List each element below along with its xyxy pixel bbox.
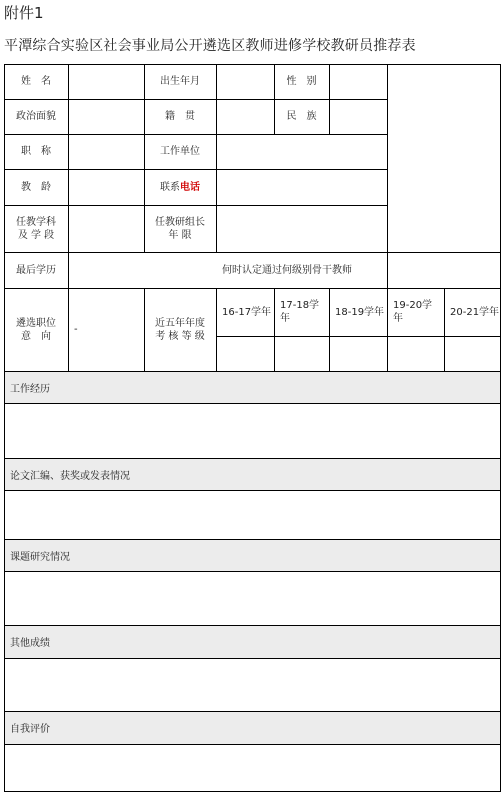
label-backbone: 何时认定通过何级别骨干教师 [222,264,352,276]
section-papers-awards: 论文汇编、获奖或发表情况 [10,471,130,482]
label-teaching-age: 教 龄 [21,181,51,193]
section-band [4,372,501,403]
label-contact-prefix: 联系 [160,181,180,193]
label-assessment: 近五年年度 考 核 等 级 [155,317,205,342]
label-position: 遴选职位 意 向 [16,317,56,342]
section-work-history: 工作经历 [10,384,50,395]
section-research: 课题研究情况 [10,552,70,563]
label-gender: 性 别 [286,76,317,87]
section-band [4,539,501,571]
label-education: 最后学历 [16,264,56,276]
attachment-label: 附件1 [4,4,44,22]
label-birth: 出生年月 [160,76,200,87]
position-value: - [74,324,78,335]
label-subject: 任教学科 及 学 段 [16,216,56,241]
label-work-unit: 工作单位 [160,146,200,157]
label-contact [144,169,216,205]
label-native: 籍 贯 [165,111,195,122]
label-ethnicity: 民 族 [286,111,317,122]
section-band [4,625,501,658]
year-header: 17-18学 年 [280,300,320,324]
page-title: 平潭综合实验区社会事业局公开遴选区教师进修学校教研员推荐表 [4,38,416,54]
section-band [4,711,501,744]
section-self-evaluation: 自我评价 [10,724,50,735]
label-title-rank: 职 称 [21,146,51,157]
year-header: 20-21学年 [450,306,500,318]
year-header: 19-20学 年 [393,300,433,324]
year-header: 18-19学年 [335,306,385,318]
label-contact-phone: 电话 [180,181,200,193]
label-leader-years: 任教研组长 年 限 [155,216,205,241]
label-political: 政治面貌 [16,111,56,122]
label-name: 姓 名 [21,76,51,87]
section-other-achievements: 其他成绩 [10,638,50,649]
year-header: 16-17学年 [222,306,272,318]
